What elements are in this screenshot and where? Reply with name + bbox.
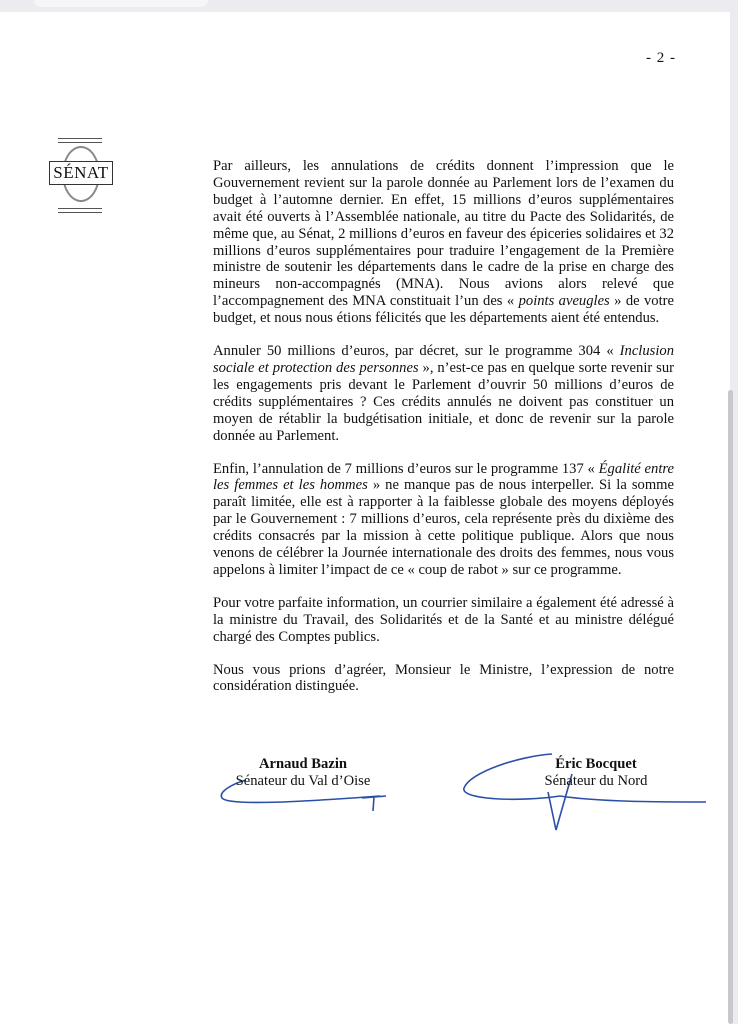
document-page	[0, 12, 730, 1024]
signatory-name: Arnaud Bazin	[259, 756, 347, 772]
italic-quote: points aveugles	[518, 293, 610, 310]
vertical-scrollbar[interactable]	[728, 390, 733, 1024]
text-run: » de votre budget, et nous nous étions félicités que les départements aient été entendus.	[213, 293, 674, 327]
signature-right-stroke	[560, 796, 706, 802]
signatory-title: Sénateur du Val d’Oise	[235, 773, 371, 789]
signatory-title: Sénateur du Nord	[544, 773, 648, 789]
text-run: Pour votre parfaite information, un courrier similaire a également été adressé à la ministre du Travail, des Solidarités et de la Santé et au ministre délégué chargé des Comptes publics.	[213, 594, 674, 645]
page-number: - 2 -	[646, 50, 676, 66]
signature-block-left	[228, 756, 378, 790]
text-run: », n’est-ce pas en quelque sorte revenir sur les engagements pris devant le Parlement d’ouvrir 50 millions d’euros de crédits supplémentaires ? Ces crédits annulés ne doivent pas constituer un moyen de rétablir la budgétisation initiale, et donc de revenir sur la parole donnée au Parlement.	[213, 359, 674, 444]
italic-quote: Égalité entre les femmes et les hommes	[213, 460, 674, 494]
text-run: » ne manque pas de nous interpeller. Si la somme paraît limitée, elle est à rapporter à la faiblesse globale des moyens déployés par le Gouvernement : 7 millions d’euros, cela représente près du dixième des crédits consacrés par la mission à cette politique publique. Alors que nous venons de célébrer la Journée internationale des droits des femmes, nous vous appelons à limiter l’impact de ce « coup de rabot » sur ce programme.	[213, 477, 675, 578]
logo-wordmark: SÉNAT	[49, 161, 113, 185]
top-toolbar-fragment	[34, 0, 208, 7]
signature-block-right	[536, 756, 656, 790]
text-run: Par ailleurs, les annulations de crédits donnent l’impression que le Gouvernement revient sur la parole donnée au Parlement lors de l’examen du budget à l’automne dernier. En effet, 15 millions d’euros supplémentaires avait été ouverts à l’Assemblée nationale, au titre du Pacte des Solidarités, de même que, au Sénat, 2 millions d’euros en faveur des épiceries solidaires et 32 millions d’euros supplémentaires pour traduire l’engagement de la Première ministre de soutenir les départements dans le cadre de la prise en charge des mineurs non-accompagnés (MNA). Nous avions alors relevé que l’accompagnement des MNA constituait l’un des «	[213, 158, 674, 310]
signatory-name: Éric Bocquet	[555, 756, 637, 772]
italic-quote: Inclusion sociale et protection des personnes	[213, 343, 674, 376]
text-run: Nous vous prions d’agréer, Monsieur le Ministre, l’expression de notre considération distinguée.	[213, 661, 674, 695]
handwritten-signatures	[0, 12, 730, 1024]
signature-left-mark	[362, 796, 386, 811]
text-run: Annuler 50 millions d’euros, par décret, sur le programme 304 «	[213, 343, 620, 360]
text-run: Enfin, l’annulation de 7 millions d’euros sur le programme 137 «	[213, 460, 599, 477]
